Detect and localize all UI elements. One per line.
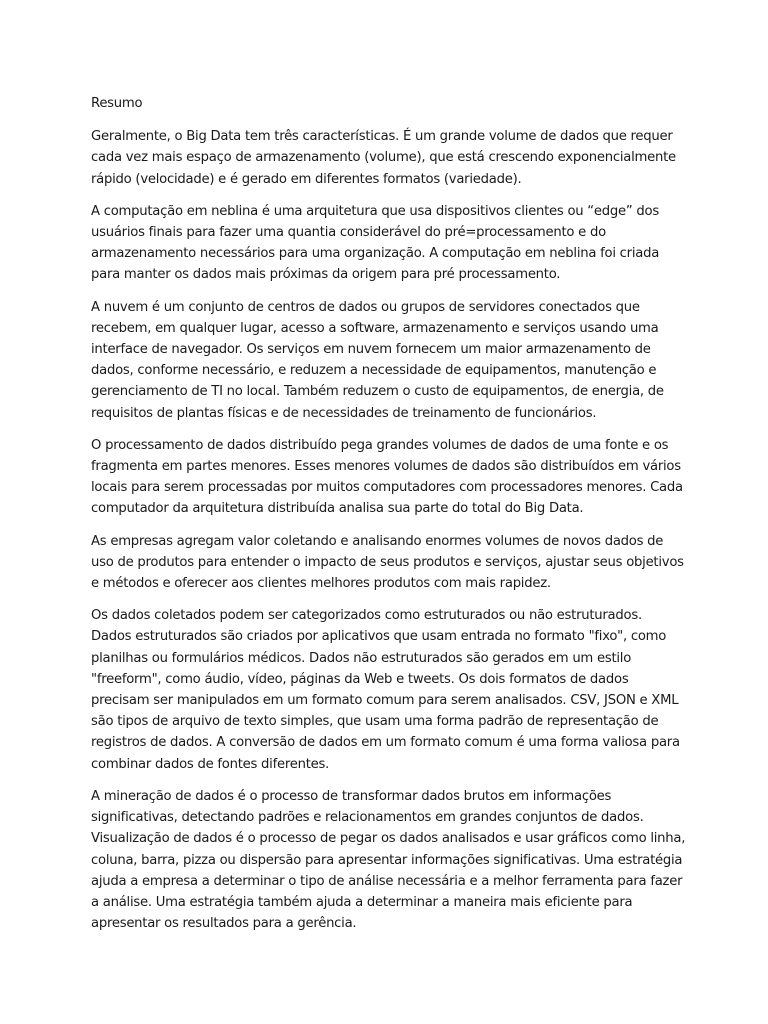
- paragraph-big-data: Geralmente, o Big Data tem três características. É um grande volume de dados que requer cada vez mais espaço de armazenamento (volume), que está crescendo exponencialmente rápido (velocidade) e é gerado em diferentes formatos (variedade).: [91, 129, 676, 187]
- paragraph-data-types: Os dados coletados podem ser categorizados como estruturados ou não estruturados. Dados estruturados são criados por aplicativos que usam entrada no formato "fixo", como planilhas ou formulários médicos. Dados não estruturados são gerados em um estilo "freeform", como áudio, vídeo, páginas da Web e tweets. Os dois formatos de dados precisam ser manipulados em um formato comum para serem analisados. CSV, JSON e XML são tipos de arquivo de texto simples, que usam uma forma padrão de representação de registros de dados. A conversão de dados em um formato comum é uma forma valiosa para combinar dados de fontes diferentes.: [91, 608, 680, 772]
- paragraph-distributed-processing: O processamento de dados distribuído pega grandes volumes de dados de uma fonte e os fragmenta em partes menores. Esses menores volumes de dados são distribuídos em vários locais para serem processadas por muitos computadores com processadores menores. Cada computador da arquitetura distribuída analisa sua parte do total do Big Data.: [91, 437, 683, 517]
- paragraph-cloud: A nuvem é um conjunto de centros de dados ou grupos de servidores conectados que recebem, em qualquer lugar, acesso a software, armazenamento e serviços usando uma interface de navegador. Os serviços em nuvem fornecem um maior armazenamento de dados, conforme necessário, e reduzem a necessidade de equipamentos, manutenção e gerenciamento de TI no local. Também reduzem o custo de equipamentos, de energia, de requisitos de plantas físicas e de necessidades de treinamento de funcionários.: [91, 299, 664, 421]
- document-body: [91, 93, 686, 945]
- paragraph-business-value: As empresas agregam valor coletando e analisando enormes volumes de novos dados de uso de produtos para entender o impacto de seus produtos e serviços, ajustar seus objetivos e métodos e oferecer aos clientes melhores produtos com mais rapidez.: [91, 533, 684, 592]
- paragraph-fog-computing: A computação em neblina é uma arquitetura que usa dispositivos clientes ou “edge” dos usuários finais para fazer uma quantia considerável do pré=processamento e do armazenamento necessários para uma organização. A computação em neblina foi criada para manter os dados mais próximas da origem para pré processamento.: [91, 203, 660, 283]
- paragraph-data-mining: A mineração de dados é o processo de transformar dados brutos em informações significativas, detectando padrões e relacionamentos em grandes conjuntos de dados. Visualização de dados é o processo de pegar os dados analisados e usar gráficos como linha, coluna, barra, pizza ou dispersão para apresentar informações significativas. Uma estratégia ajuda a empresa a determinar o tipo de análise necessária e a melhor ferramenta para fazer a análise. Uma estratégia também ajuda a determinar a maneira mais eficiente para apresentar os resultados para a gerência.: [91, 788, 686, 932]
- document-heading: Resumo: [91, 96, 143, 111]
